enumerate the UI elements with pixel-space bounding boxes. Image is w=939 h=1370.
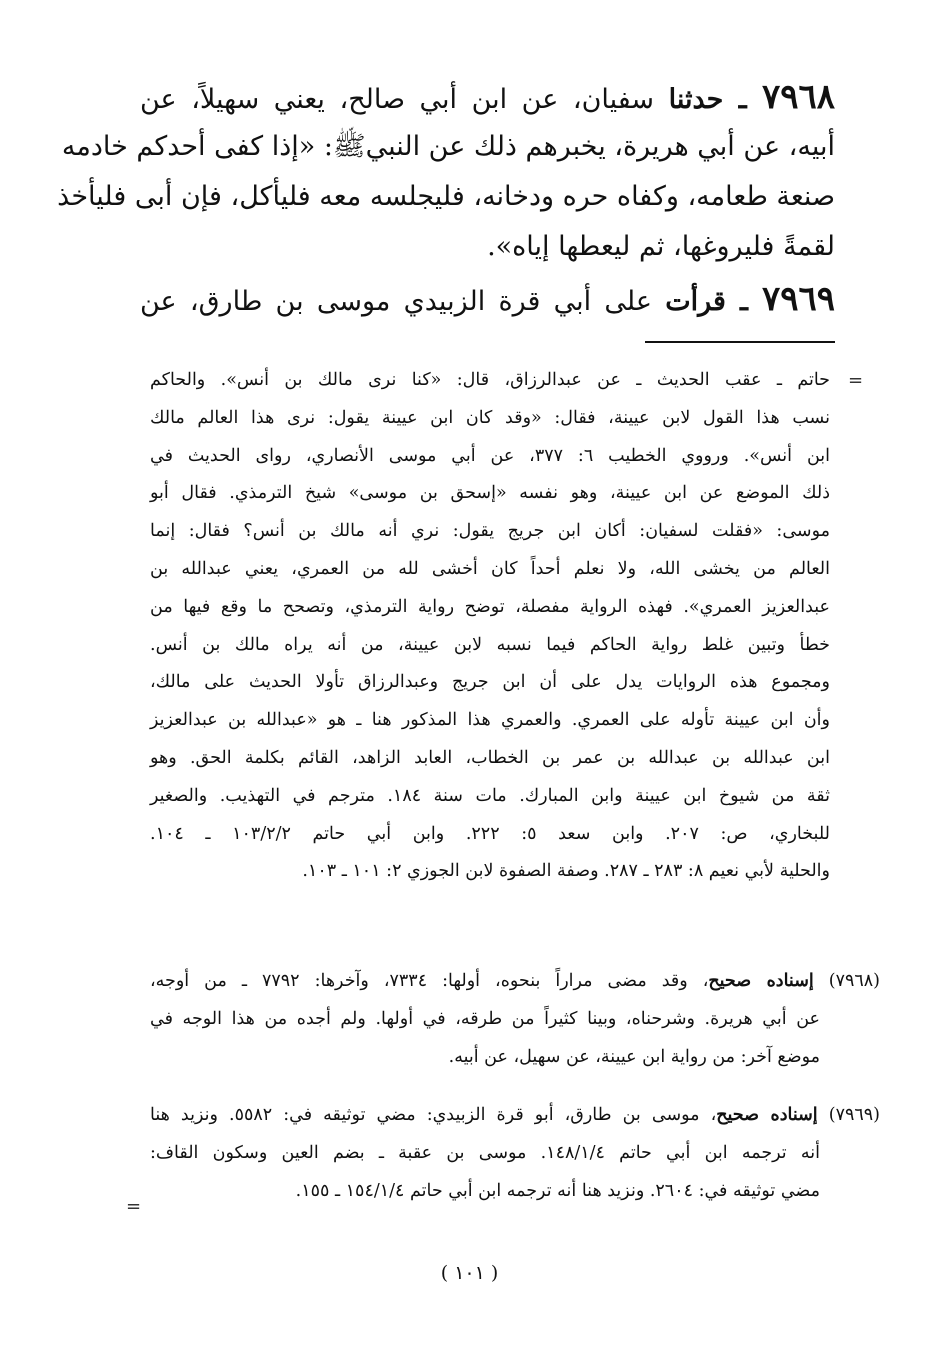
commentary-line: ذلك الموضع عن ابن عيينة، وهو نفسه «إسحق بن موسى» شيخ الترمذي. فقال أبو xyxy=(150,483,830,504)
commentary-line: نسب هذا القول لابن عيينة، فقال: «وقد كان ابن عيينة يقول: نرى هذا العالم مالك xyxy=(150,407,830,428)
footnote-first-line: (٧٩٦٩) إسناده صحيح، موسى بن طارق، أبو قرة الزبيدي: مضي توثيقه في: ٥٥٨٢. ونزيد هنا xyxy=(150,1105,880,1125)
footnote-separator-rule xyxy=(645,341,835,343)
commentary-line: خطأ وتبين غلط رواية الحاكم فيما نسبه لابن عيينة، من أنه يراه مالك بن أنس. xyxy=(150,634,830,655)
footnote-lead: إسناده صحيح xyxy=(716,1105,818,1125)
footnote-line: عن أبي هريرة. وشرحناه، وبينا كثيراً من طرقه، في أولها. ولم أجده من هذا الوجه في xyxy=(150,1009,820,1029)
footnote-line: موضع آخر: من رواية ابن عيينة، عن سهيل، عن أبيه. xyxy=(448,1047,820,1067)
hadith-7968-line-1: ٧٩٦٨ ـ حدثنا سفيان، عن ابن أبي صالح، يعني سهيلاً، عن xyxy=(140,77,836,117)
commentary-block xyxy=(150,362,830,891)
commentary-line: والحلية لأبي نعيم ٨: ٢٨٣ ـ ٢٨٧. وصفة الصفوة لابن الجوزي ٢: ١٠١ ـ ١٠٣. xyxy=(302,861,830,882)
commentary-line: وأن ابن عيينة تأوله على العمري. والعمري هذا المذكور هنا ـ هو «عبدالله بن عبدالعزيز xyxy=(150,710,830,731)
commentary-line: ومجموع هذه الروايات يدل على أن ابن جريج وعبدالرزاق تأولا الحديث على مالك، xyxy=(150,672,830,693)
hadith-7969-line-1: ٧٩٦٩ ـ قرأت على أبي قرة الزبيدي موسى بن طارق، عن xyxy=(140,279,836,319)
commentary-line: العالم من يخشى الله، ولا نعلم أحداً كان أخشى لله من العمري، يعني عبدالله بن xyxy=(150,558,830,579)
commentary-line: ثقة من شيوخ ابن عيينة وابن المبارك. مات سنة ١٨٤. مترجم في التهذيب. والصغير xyxy=(150,785,830,806)
footnote-label: (٧٩٦٨) xyxy=(813,971,880,991)
footnote-line: أنه ترجمه ابن أبي حاتم ١٤٨/١/٤. موسى بن عقبة ـ بضم العين وسكون القاف: xyxy=(150,1143,820,1163)
commentary-line: حاتم ـ عقب الحديث ـ عن عبدالرزاق، قال: «كنا نرى مالك بن أنس». والحاكم xyxy=(150,370,830,390)
footnote-first-line: (٧٩٦٨) إسناده صحيح، وقد مضى مراراً بنحوه، أولها: ٧٣٣٤، وآخرها: ٧٧٩٢ ـ من أوجه، xyxy=(150,971,880,991)
main-text xyxy=(57,72,836,324)
commentary-line: عبدالعزيز العمري». فهذه الرواية مفصلة، توضح رواية الترمذي، وتصحح ما وقع فيها من xyxy=(150,596,830,617)
commentary-line: ابن عبدالله بن عبدالله بن عمر بن الخطاب، العابد الزاهد، القائم بكلمة الحق. وهو xyxy=(150,747,830,768)
hadith-number-7968: ٧٩٦٨ xyxy=(761,77,836,117)
page-number: ( ١٠١ ) xyxy=(440,1262,499,1284)
commentary-line: موسى: «فقلت لسفيان: أكان ابن جريج يقول: نري أنه مالك بن أنس؟ فقال: إنما xyxy=(150,521,830,542)
hadith-number-7969: ٧٩٦٩ xyxy=(761,279,836,319)
continuation-marker-top: = xyxy=(848,370,864,391)
footnote-line: مضي توثيقه في: ٢٦٠٤. ونزيد هنا أنه ترجمه ابن أبي حاتم ١٥٤/١/٤ ـ ١٥٥. xyxy=(295,1181,820,1201)
hadith-7968-line-4: لقمةً فليروغها، ثم ليعطها إياه». xyxy=(487,231,835,262)
hadith-7968-line-2: أبيه، عن أبي هريرة، يخبرهم ذلك عن النبيﷺ: «إذا كفى أحدكم خادمه xyxy=(61,131,835,162)
hadith-lead-word: قرأت xyxy=(665,286,726,317)
hadith-7968-line-3: صنعة طعامه، وكفاه حره ودخانه، فليجلسه معه فليأكل، فإن أبى فليأخذ xyxy=(57,181,835,212)
footnote-label: (٧٩٦٩) xyxy=(817,1105,880,1125)
commentary-line: ابن أنس». ورووي الخطيب ٦: ٣٧٧، عن أبي موسى الأنصاري، رواى الحديث في xyxy=(150,445,830,466)
footnote-7968 xyxy=(150,962,880,1076)
commentary-line: للبخاري، ص: ٢٠٧. وابن سعد ٥: ٢٢٢. وابن أبي حاتم ١٠٣/٢/٢ ـ ١٠٤. xyxy=(150,823,830,844)
footnote-7969 xyxy=(150,1096,880,1210)
footnote-lead: إسناده صحيح xyxy=(708,971,814,991)
hadith-lead-word: حدثنا xyxy=(668,84,724,115)
continuation-marker-bottom: = xyxy=(126,1196,142,1217)
